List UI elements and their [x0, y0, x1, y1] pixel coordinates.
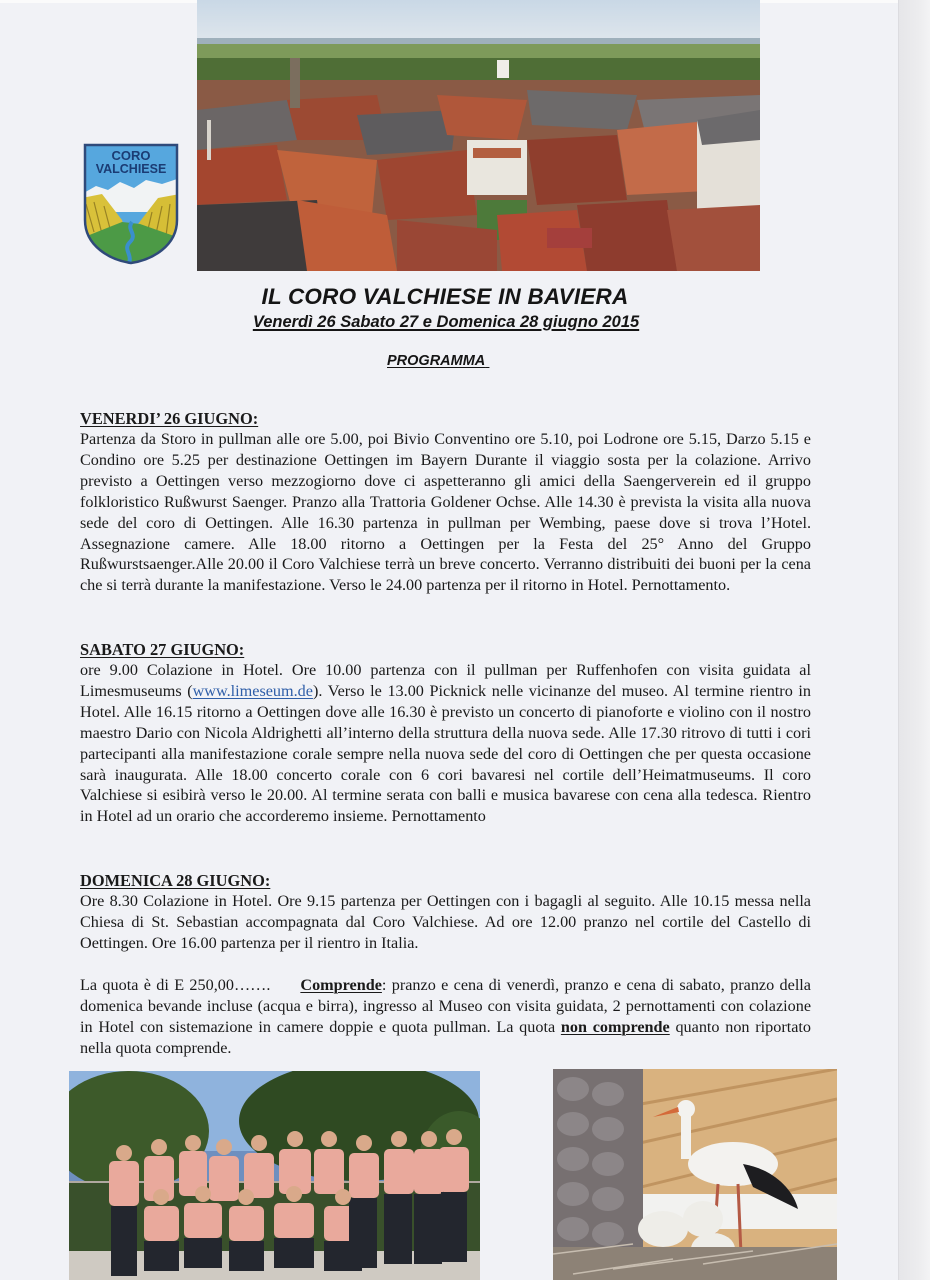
comprende-label: Comprende — [300, 976, 382, 994]
choir-group-photo — [69, 1071, 480, 1280]
quota-price: La quota è di E 250,00……. — [80, 976, 271, 994]
limeseum-link[interactable]: www.limeseum.de — [192, 681, 313, 700]
section-heading-sabato: SABATO 27 GIUGNO: — [80, 640, 245, 659]
section-domenica — [80, 870, 811, 954]
stork-nest-photo — [553, 1069, 837, 1280]
section-sabato — [80, 639, 811, 827]
document-title: IL CORO VALCHIESE IN BAVIERA — [261, 284, 629, 309]
section-text-venerdi: Partenza da Storo in pullman alle ore 5.00, poi Bivio Conventino ore 5.10, poi Lodrone ore 5.15, Darzo 5.15 e Condino ore 5.25 per destinazione Oettingen im Bayern Durante il viaggio sosta per la colazione. Arrivo previsto a Oettingen verso mezzogiorno dove ci aspetteranno gli amici della Saengerverein ed il gruppo folkloristico Rußwurst Saenger. Pranzo alla Trattoria Goldener Ochse. Alle 14.30 è prevista la visita alla nuova sede del coro di Oettingen. Alle 16.30 partenza in pullman per Wembing, paese dove si trova l’Hotel. Assegnazione camere. Alle 18.00 ritorno a Oettingen per la Festa del 25° Anno del Gruppo Rußwurstsaenger.Alle 20.00 il Coro Valchiese terrà un breve concerto. Verranno distribuiti dei buoni per la cena che si terrà durante la manifestazione. Verso le 24.00 partenza per il ritorno in Hotel. Pernottamento. — [80, 430, 811, 595]
section-text-domenica: Ore 8.30 Colazione in Hotel. Ore 9.15 partenza per Oettingen con i bagagli al seguito. Alle 10.15 messa nella Chiesa di St. Sebastian accompagnata dal Coro Valchiese. Ad ore 12.00 pranzo nel cortile del Castello di Oettingen. Ore 16.00 partenza per il rientro in Italia. — [80, 892, 811, 952]
sabato-text-part1: ore 9.00 Colazione in Hotel. Ore 10.00 partenza con il pullman per Ruffenhofen con visita guidata al Limesmuseums ( — [80, 661, 811, 700]
non-comprende-label: non comprende — [560, 1017, 670, 1036]
section-quota — [80, 975, 811, 1059]
coro-valchiese-logo — [82, 142, 180, 266]
non-comprende-text: quanto non riportato nella quota comprende. — [80, 1017, 811, 1057]
quota-text — [80, 975, 811, 1059]
comprende-text: : pranzo e cena di venerdì, pranzo e cena di sabato, pranzo della domenica bevande incluse (acqua e birra), ingresso al Museo con visita guidata, 2 pernottamenti con colazione in Hotel con sistemazione in camere doppie e quota pullman. La quota — [80, 976, 811, 1036]
logo-line2: VALCHIESE — [95, 162, 167, 176]
section-text-sabato — [80, 660, 811, 827]
section-heading-venerdi: VENERDI’ 26 GIUGNO: — [80, 409, 259, 428]
section-venerdi — [80, 408, 811, 596]
oettingen-town-photo — [197, 0, 760, 271]
programma-heading: PROGRAMMA — [387, 353, 486, 369]
logo-line1: CORO — [111, 148, 151, 163]
sabato-text-part2: ). Verso le 13.00 Picknick nelle vicinanze del museo. Al termine rientro in Hotel. Alle 16.15 ritorno a Oettingen dove alle 16.30 è previsto un concerto di pianoforte e violino con il nostro maestro Dario con Nicola Aldrighetti all’interno della struttura della nuova sede. Alle 17.30 ritrovo di tutti i cori partecipanti alla manifestazione corale sempre nella nuova sede del coro di Oettingen che per questa occasione sarà inaugurata. Alle 18.00 concerto corale con 6 cori bavaresi nel cortile dell’Heimatmuseums. Il coro Valchiese si esibirà verso le 20.00. Al termine serata con balli e musica bavarese con cena alla tedesca. Rientro in Hotel ad un orario che accorderemo insieme. Pernottamento — [80, 681, 811, 826]
scan-page-edge — [898, 0, 930, 1280]
document-subtitle-dates: Venerdì 26 Sabato 27 e Domenica 28 giugno 2015 — [252, 313, 640, 331]
section-heading-domenica: DOMENICA 28 GIUGNO: — [80, 871, 271, 890]
